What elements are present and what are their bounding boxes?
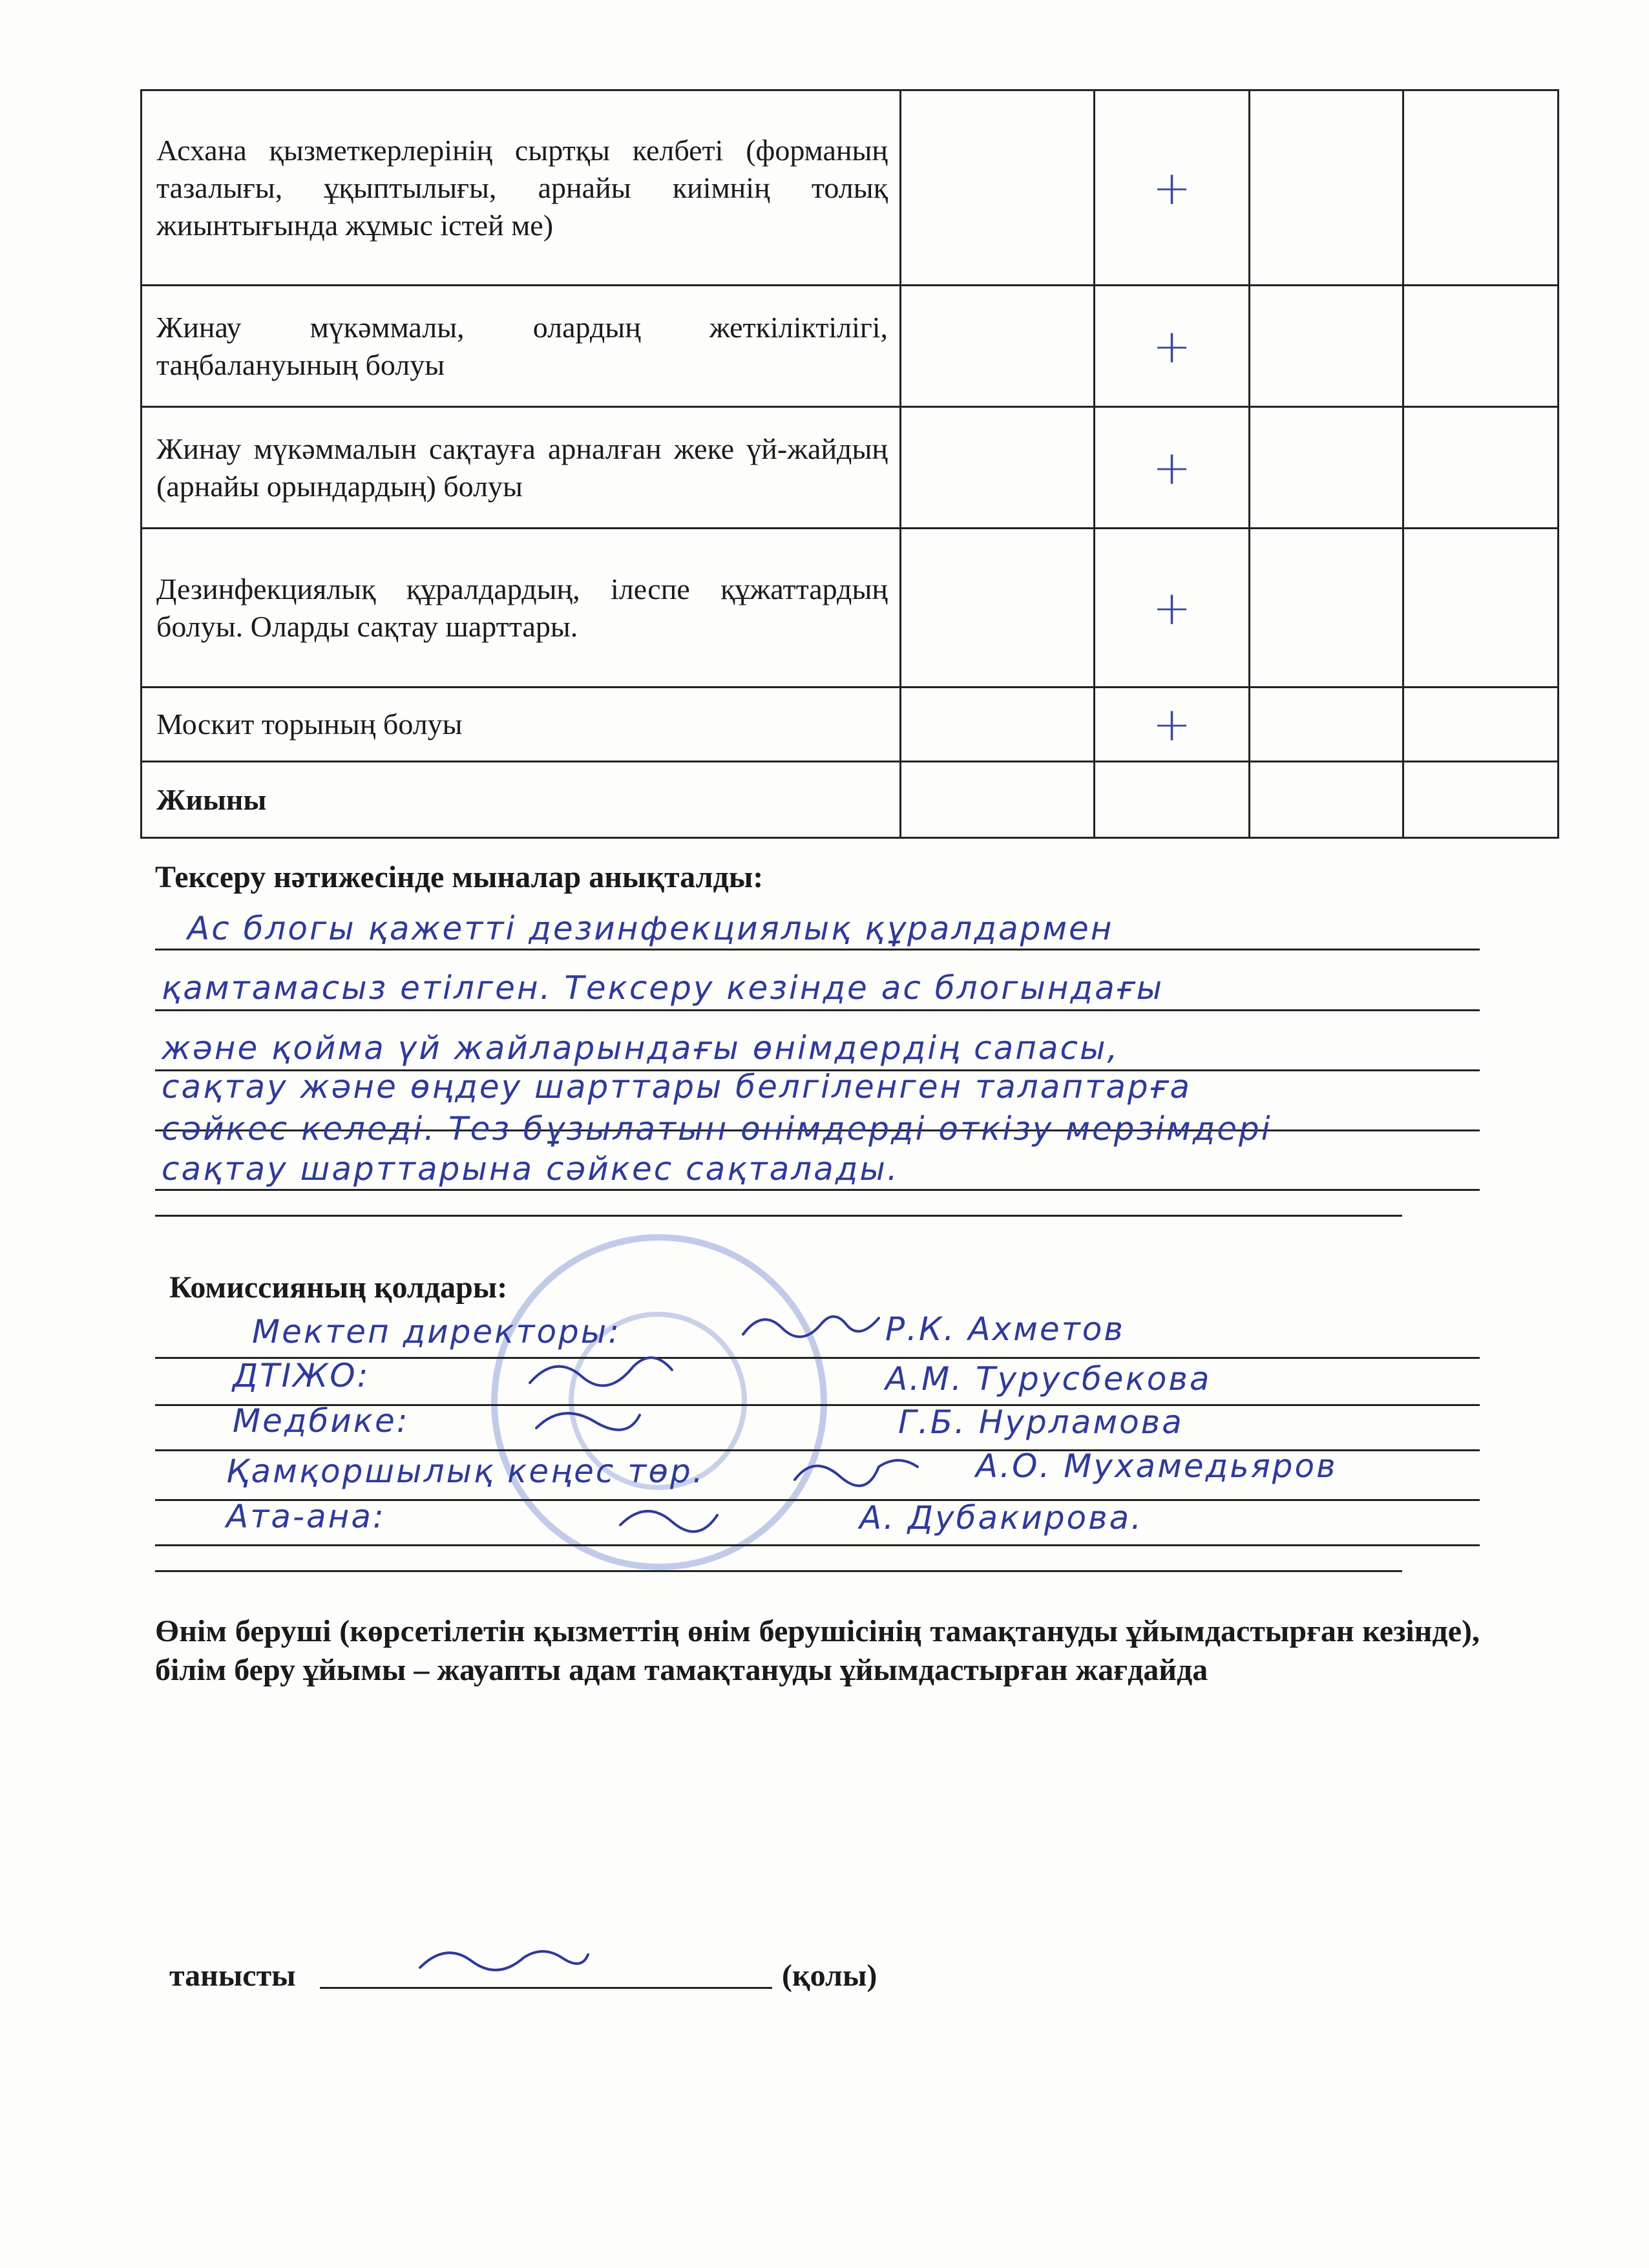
findings-line: және қойма үй жайларындағы өнімдердің сапасы, <box>162 1029 1120 1067</box>
signer-name: А. Дубакирова. <box>859 1499 1144 1537</box>
signature-scribble <box>795 1460 918 1486</box>
criterion-cell: Дезинфекциялық құралдардың, ілеспе құжаттардың болуы. Оларды сақтау шарттары. <box>142 529 901 688</box>
checkmark-cell: + <box>1095 688 1250 762</box>
signer-role: Ата-ана: <box>226 1498 386 1535</box>
criterion-cell: Москит торының болуы <box>142 688 901 762</box>
signer-name: Р.К. Ахметов <box>885 1310 1125 1348</box>
findings-line: сақтау және өңдеу шарттары белгіленген талаптарға <box>162 1068 1192 1106</box>
signer-role: Қамқоршылық кеңес төр. <box>226 1453 705 1490</box>
checkmark-cell: + <box>1095 407 1250 529</box>
signer-role: ДТІЖО: <box>233 1357 370 1394</box>
signature-scribble <box>743 1317 879 1337</box>
signature-scribble <box>536 1413 640 1430</box>
checkmark-cell: + <box>1095 90 1250 286</box>
findings-line: сақтау шарттарына сәйкес сақталады. <box>162 1150 899 1188</box>
footer-statement: Өнім беруші (көрсетілетін қызметтің өнім берушісінің тамақтануды ұйымдастырған кезінде), білім беру ұйымы – жауапты адам тамақтануды ұйымдастырған жағдайда <box>155 1614 1480 1687</box>
signer-name: А.М. Турусбекова <box>885 1360 1212 1398</box>
total-label: Жиыны <box>142 762 901 838</box>
findings-line: қамтамасыз етілген. Тексеру кезінде ас блогындағы <box>162 969 1164 1007</box>
findings-heading: Тексеру нәтижесінде мыналар анықталды: <box>155 860 764 894</box>
signature-scribble <box>620 1511 717 1532</box>
criterion-cell: Асхана қызметкерлерінің сыртқы келбеті (форманың тазалығы, ұқыптылығы, арнайы киімнің толық жиынтығында жұмыс істей ме) <box>142 90 901 286</box>
criterion-cell: Жинау мүкәммалы, олардың жеткіліктілігі, таңбалануының болуы <box>142 286 901 407</box>
signer-name: Г.Б. Нурламова <box>898 1403 1184 1441</box>
signature-scribble <box>530 1358 672 1385</box>
signer-name: А.О. Мухамедьяров <box>976 1447 1338 1485</box>
signer-role: Мектеп директоры: <box>252 1313 622 1350</box>
acquainted-label: танысты <box>169 1958 296 1993</box>
signature-scribble <box>420 1951 588 1970</box>
checkmark-cell: + <box>1095 529 1250 688</box>
signer-role: Медбике: <box>233 1402 410 1440</box>
signature-line <box>320 1987 772 1989</box>
findings-line: Ас блогы қажетті дезинфекциялық құралдармен <box>187 910 1114 947</box>
signatures-heading: Комиссияның қолдары: <box>169 1270 508 1305</box>
criterion-cell: Жинау мүкәммалын сақтауға арналған жеке үй-жайдың (арнайы орындардың) болуы <box>142 407 901 529</box>
findings-line: сәйкес келеді. Тез бұзылатын өнімдерді өткізу мерзімдері <box>162 1110 1272 1148</box>
signature-hint: (қолы) <box>782 1958 877 1993</box>
checkmark-cell: + <box>1095 286 1250 407</box>
